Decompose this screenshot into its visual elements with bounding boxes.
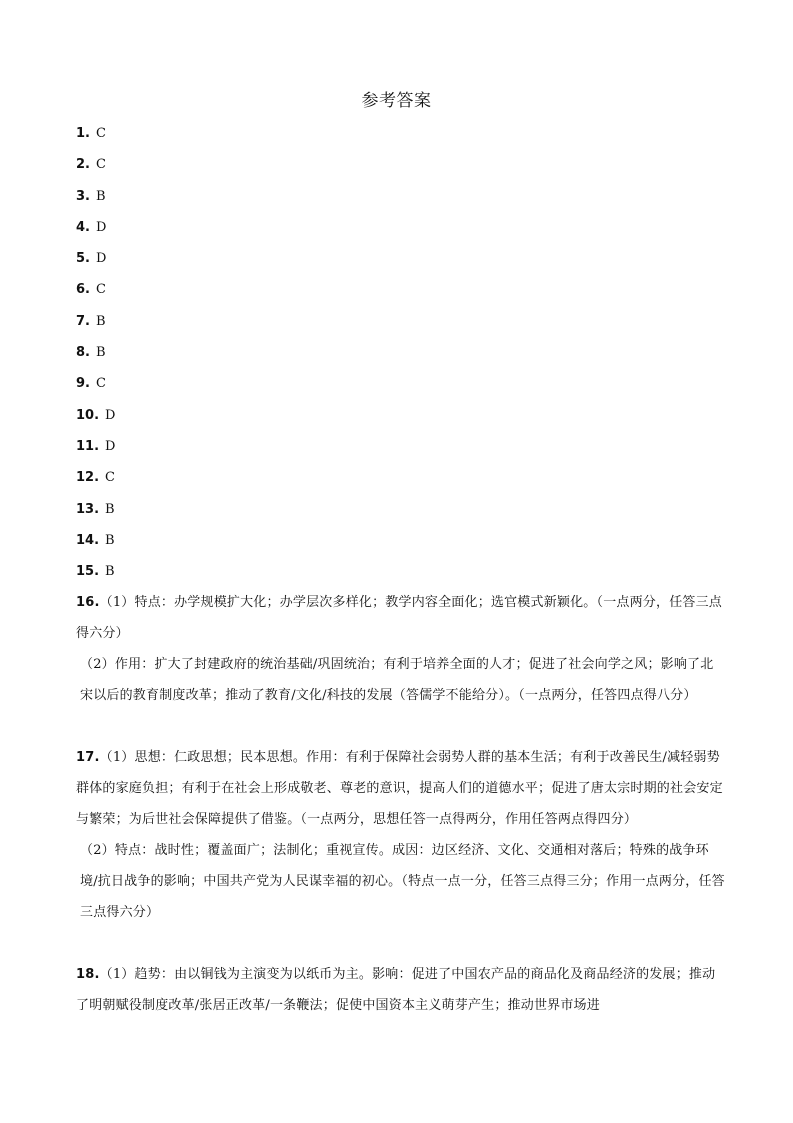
answer-item xyxy=(76,500,115,531)
question-16-answer xyxy=(76,587,726,711)
answer-letter: B xyxy=(95,313,106,329)
answer-item xyxy=(76,155,115,186)
answer-letter: C xyxy=(95,157,106,173)
answer-letter: B xyxy=(95,188,106,204)
answer-item xyxy=(76,187,115,218)
answer-letter: B xyxy=(105,532,115,548)
q18-part1-text: （1）趋势：由以铜钱为主演变为以纸币为主。影响：促进了中国农产品的商品化及商品经济的发展；推动了明朝赋役制度改革/张居正改革/一条鞭法；促使中国资本主义萌芽产生；推动世界市场进 xyxy=(76,967,716,1013)
answer-item xyxy=(76,468,115,499)
answer-letter: B xyxy=(105,501,115,517)
question-number: 17. xyxy=(76,750,100,765)
q17-part1 xyxy=(76,742,726,835)
answer-letter: D xyxy=(95,251,107,267)
answer-letter: C xyxy=(95,376,106,392)
q17-part2 xyxy=(76,835,726,928)
question-number: 8. xyxy=(76,345,90,361)
question-number: 2. xyxy=(76,157,90,173)
question-number: 6. xyxy=(76,282,90,298)
answer-item xyxy=(76,343,115,374)
question-number: 15. xyxy=(76,564,100,580)
q16-part1-text: （1）特点：办学规模扩大化；办学层次多样化；教学内容全面化；选官模式新颖化。（一点两分，任答三点得六分） xyxy=(76,595,723,641)
question-number: 4. xyxy=(76,219,90,235)
q17-part1-text: （1）思想：仁政思想；民本思想。作用：有利于保障社会弱势人群的基本生活；有利于改善民生/减轻弱势群体的家庭负担；有利于在社会上形成敬老、尊老的意识，提高人们的道德水平；促进了唐太宗时期的社会安定与繁荣；为后世社会保障提供了借鉴。（一点两分，思想任答一点得两分，作用任答两点得四分） xyxy=(76,750,723,827)
answer-item xyxy=(76,312,115,343)
question-number: 13. xyxy=(76,501,100,517)
question-number: 16. xyxy=(76,595,100,610)
answer-item xyxy=(76,374,115,405)
question-number: 18. xyxy=(76,967,100,982)
page-title: 参考答案 xyxy=(361,91,432,111)
question-number: 14. xyxy=(76,532,100,548)
answer-letter: B xyxy=(95,345,106,361)
question-number: 3. xyxy=(76,188,90,204)
q16-part1 xyxy=(76,587,726,649)
q17-part2-text: （2）特点：战时性；覆盖面广；法制化；重视宣传。成因：边区经济、文化、交通相对落后；特殊的战争环境/抗日战争的影响；中国共产党为人民谋幸福的初心。（特点一点一分，任答三点得三分；作用一点两分，任答三点得六分） xyxy=(80,843,725,920)
answer-item xyxy=(76,218,115,249)
question-17-answer xyxy=(76,742,726,928)
question-18-answer xyxy=(76,959,726,1021)
q16-part2 xyxy=(76,649,726,711)
question-number: 12. xyxy=(76,470,100,486)
answer-letter: C xyxy=(95,126,106,141)
answer-item xyxy=(76,280,115,311)
answer-letter: B xyxy=(105,564,115,580)
answer-letter: D xyxy=(105,407,116,423)
answer-letter: D xyxy=(105,438,116,454)
answer-item xyxy=(76,531,115,562)
question-number: 5. xyxy=(76,251,90,267)
q18-part1 xyxy=(76,959,726,1021)
answer-letter: C xyxy=(105,470,115,486)
choice-answer-list xyxy=(76,124,115,593)
answer-item xyxy=(76,406,115,437)
answer-item xyxy=(76,437,115,468)
answer-letter: D xyxy=(95,219,107,235)
question-number: 7. xyxy=(76,313,90,329)
answer-item xyxy=(76,124,115,155)
answer-letter: C xyxy=(95,282,106,298)
question-number: 10. xyxy=(76,407,100,423)
question-number: 11. xyxy=(76,438,100,454)
question-number: 1. xyxy=(76,126,90,141)
question-number: 9. xyxy=(76,376,90,392)
answer-item xyxy=(76,249,115,280)
q16-part2-text: （2）作用：扩大了封建政府的统治基础/巩固统治；有利于培养全面的人才；促进了社会向学之风；影响了北宋以后的教育制度改革；推动了教育/文化/科技的发展（答儒学不能给分）。（一点两分，任答四点得八分） xyxy=(80,657,714,703)
